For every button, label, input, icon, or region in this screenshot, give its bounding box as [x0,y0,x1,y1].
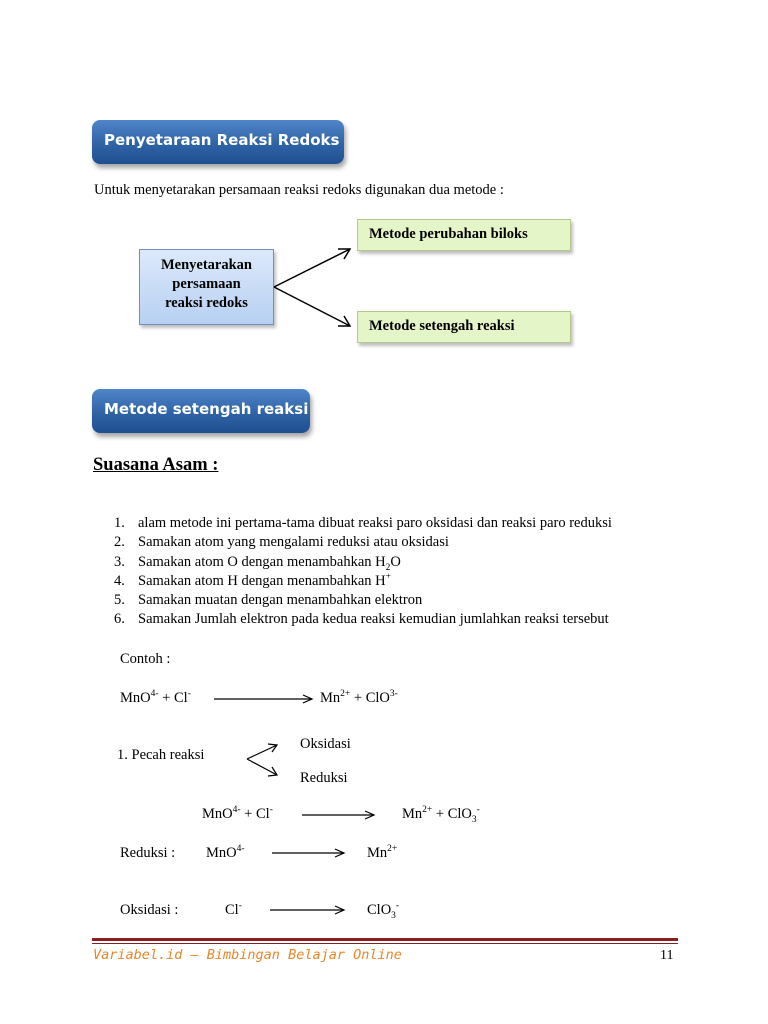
split-label: 1. Pecah reaksi [117,747,205,763]
footer-rule-thin [92,943,678,944]
section-banner-redox: Penyetaraan Reaksi Redoks [92,120,344,164]
footer-brand: Variabel.id – Bimbingan Belajar Online [93,947,402,963]
oxidation-left: Cl- [225,901,242,918]
oxidation-right: ClO$_3$- [367,901,400,921]
footer-rule [92,938,678,941]
reduction-right: $Mn^{2+}$ [367,844,398,861]
split-upper-oksidasi: Oksidasi [300,736,351,752]
oxidation-label: Oksidasi : [120,902,179,918]
equation-2-right: $Mn^{2+} + ClO_3^-$ [402,805,480,825]
intro-text: Untuk menyetarakan persamaan reaksi redoks digunakan dua metode : [94,182,504,198]
center-box-line-2: persamaan [172,276,241,292]
equation-1-right: $Mn^{2+} + ClO^{3-}$ [320,689,398,706]
section-heading: Suasana Asam : [93,455,219,475]
list-item: 5. Samakan muatan dengan menambahkan elektron [114,592,423,609]
method-box-half-reaction: Metode setengah reaksi [357,311,571,343]
list-item: 1. alam metode ini pertama-tama dibuat reaksi paro oksidasi dan reaksi paro reduksi [114,515,612,531]
reduction-left: MnO$^{4-}$ [206,844,245,861]
reduction-label: Reduksi : [120,845,176,861]
center-box-line-1: Menyetarakan [160,257,252,273]
equation-2-left: MnO$^{4-}$ + Cl- [202,805,273,822]
center-box-line-3: reaksi redoks [165,295,248,311]
list-item: 4. Samakan atom H dengan menambahkan H+ [114,572,391,589]
example-label: Contoh : [120,651,171,667]
list-item: 2. Samakan atom yang mengalami reduksi atau oksidasi [114,534,449,551]
equation-1-left: MnO$^{4-}$ + Cl- [120,689,191,706]
split-lower-reduksi: Reduksi [300,770,348,786]
list-item: 3. Samakan atom O dengan menambahkan $H_2O$ [114,553,401,573]
section-banner-half-reaction: Metode setengah reaksi [92,389,310,433]
method-box-biloks: Metode perubahan biloks [357,219,571,251]
page-number: 11 [660,948,674,963]
list-item: 6. Samakan Jumlah elektron pada kedua reaksi kemudian jumlahkan reaksi tersebut [114,611,609,628]
